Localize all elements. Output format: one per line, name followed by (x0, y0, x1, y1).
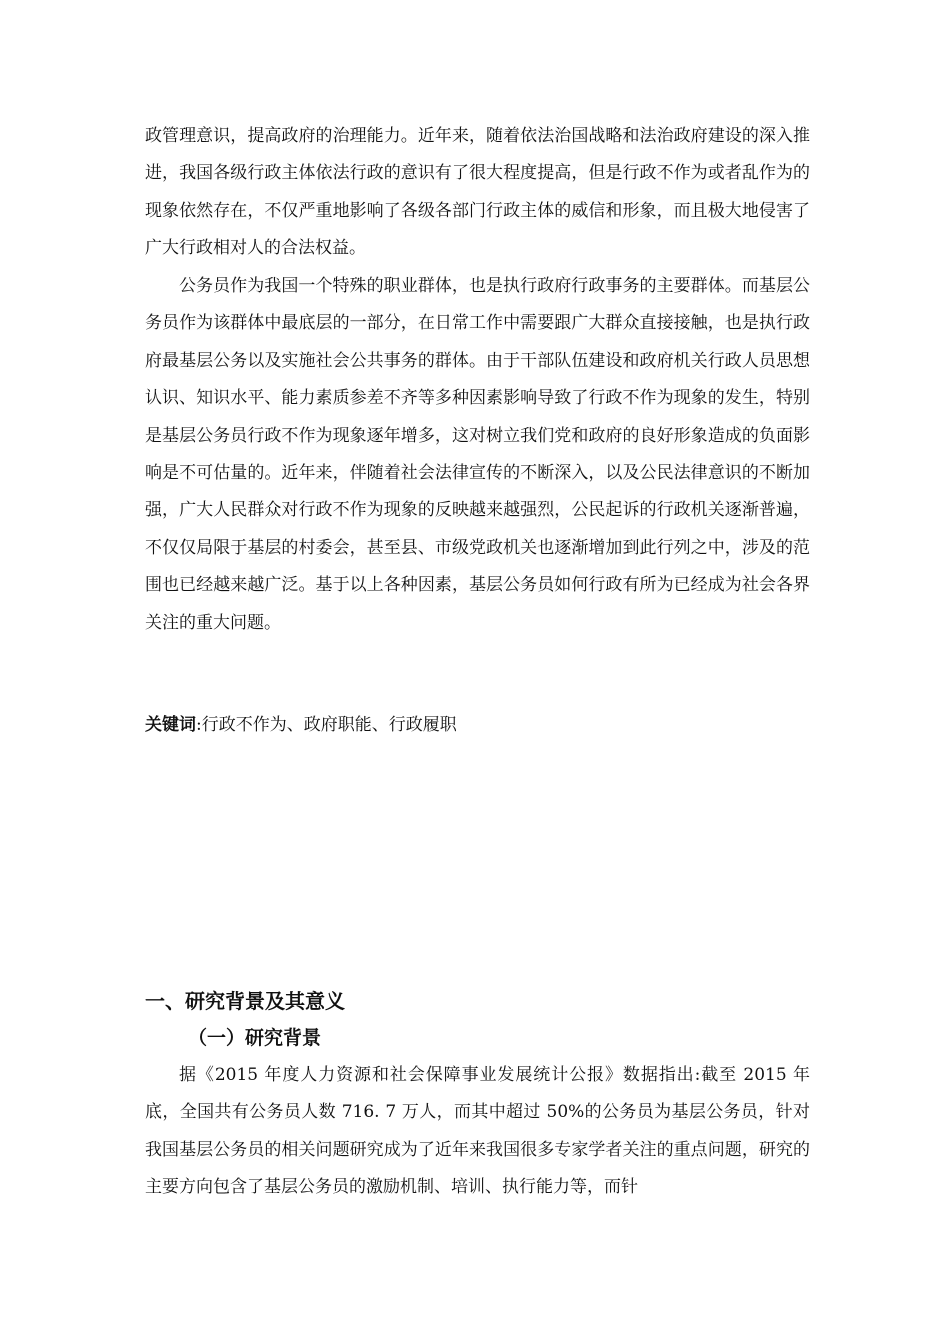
body-paragraph-1: 政管理意识，提高政府的治理能力。近年来，随着依法治国战略和法治政府建设的深入推进，我国各级行政主体依法行政的意识有了很大程度提高，但是行政不作为或者乱作为的现象依然存在，不仅严重地影响了各级各部门行政主体的威信和形象，而且极大地侵害了广大行政相对人的合法权益。 (145, 126, 810, 259)
body-paragraph-2: 公务员作为我国一个特殊的职业群体，也是执行政府行政事务的主要群体。而基层公务员作为该群体中最底层的一部分，在日常工作中需要跟广大群众直接接触，也是执行政府最基层公务以及实施社会公共事务的群体。由于干部队伍建设和政府机关行政人员思想认识、知识水平、能力素质参差不齐等多种因素影响导致了行政不作为现象的发生，特别是基层公务员行政不作为现象逐年增多，这对树立我们党和政府的良好形象造成的负面影响是不可估量的。近年来，伴随着社会法律宣传的不断深入，以及公民法律意识的不断加强，广大人民群众对行政不作为现象的反映越来越强烈，公民起诉的行政机关逐渐普遍，不仅仅局限于基层的村委会，甚至县、市级党政机关也逐渐增加到此行列之中，涉及的范围也已经越来越广泛。基于以上各种因素，基层公务员如何行政有所为已经成为社会各界关注的重大问题。 (145, 276, 810, 633)
section-subheading: （一）研究背景 (188, 1027, 322, 1049)
keywords-value: 行政不作为、政府职能、行政履职 (201, 715, 457, 735)
keywords-separator: : (196, 715, 202, 735)
section-heading: 一、研究背景及其意义 (145, 989, 345, 1013)
section-paragraph: 据《2015 年度人力资源和社会保障事业发展统计公报》数据指出:截至 2015 年底，全国共有公务员人数 716. 7 万人，而其中超过 50%的公务员为基层公务员，针对我国基层公务员的相关问题研究成为了近年来我国很多专家学者关注的重点问题，研究的主要方向包含了基层公务员的激励机制、培训、执行能力等，而针 (145, 1065, 810, 1198)
keywords-label: 关键词 (145, 715, 196, 735)
keywords-line (145, 707, 810, 744)
